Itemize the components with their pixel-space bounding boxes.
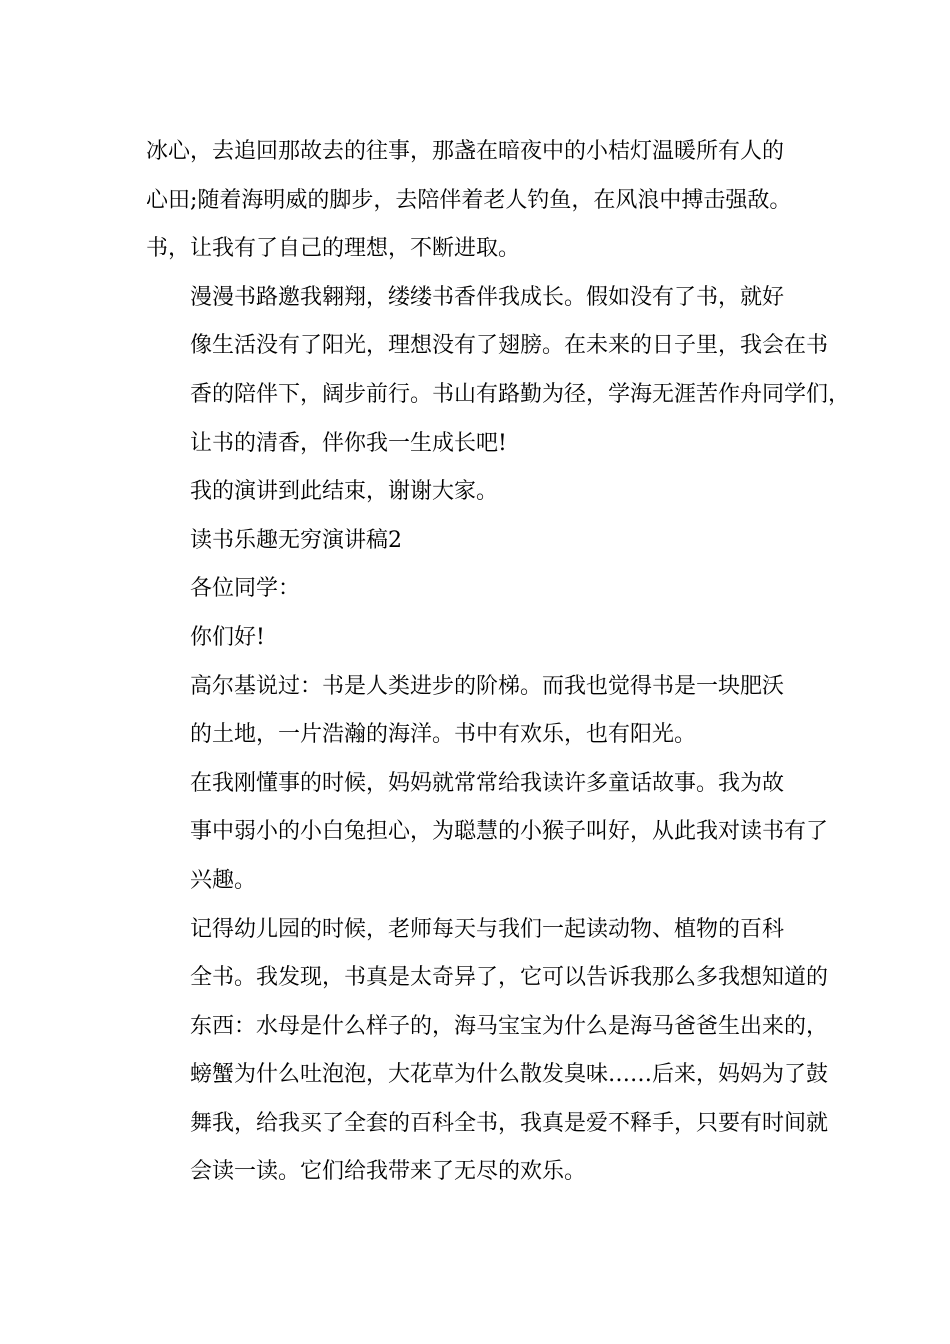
paragraph-line: 东西：水母是什么样子的，海马宝宝为什么是海马爸爸生出来的， (190, 1013, 829, 1039)
paragraph-line: 会读一读。它们给我带来了无尽的欢乐。 (190, 1159, 587, 1185)
paragraph (146, 760, 829, 906)
paragraph-line: 像生活没有了阳光，理想没有了翅膀。在未来的日子里，我会在书 (190, 333, 829, 359)
paragraph-line: 香的陪伴下，阔步前行。书山有路勤为径，学海无涯苦作舟同学们， (190, 381, 851, 407)
paragraph-line: 漫漫书路邀我翱翔，缕缕书香伴我成长。假如没有了书，就好 (190, 284, 785, 310)
paragraph-line: 记得幼儿园的时候，老师每天与我们一起读动物、植物的百科 (190, 916, 785, 942)
paragraph (146, 468, 822, 517)
paragraph-line: 全书。我发现，书真是太奇异了，它可以告诉我那么多我想知道的 (190, 965, 829, 991)
paragraph-line: 高尔基说过：书是人类进步的阶梯。而我也觉得书是一块肥沃 (190, 673, 785, 699)
paragraph-line: 舞我，给我买了全套的百科全书，我真是爱不释手，只要有时间就 (190, 1110, 829, 1136)
paragraph (146, 565, 822, 614)
paragraph-line: 读书乐趣无穷演讲稿2 (190, 527, 402, 553)
paragraph-line: 我的演讲到此结束，谢谢大家。 (190, 479, 499, 505)
paragraph (146, 128, 822, 274)
paragraph-line: 冰心，去追回那故去的往事，那盏在暗夜中的小桔灯温暖所有人的 (146, 139, 785, 164)
paragraph (146, 274, 851, 468)
paragraph (146, 906, 829, 1198)
paragraph-line: 你们好! (190, 624, 265, 650)
paragraph-line: 兴趣。 (190, 867, 257, 893)
paragraph-line: 事中弱小的小白兔担心，为聪慧的小猴子叫好，从此我对读书有了 (190, 819, 829, 845)
paragraph-line: 在我刚懂事的时候，妈妈就常常给我读许多童话故事。我为故 (190, 770, 785, 796)
paragraph-line: 各位同学： (190, 576, 301, 602)
paragraph-line: 书，让我有了自己的理想，不断进取。 (146, 236, 521, 262)
paragraph-line: 心田;随着海明威的脚步，去陪伴着老人钓鱼，在风浪中搏击强敌。 (146, 187, 792, 213)
paragraph-line: 让书的清香，伴你我一生成长吧! (190, 430, 507, 456)
paragraph-line: 的土地，一片浩瀚的海洋。书中有欢乐，也有阳光。 (190, 722, 697, 748)
document-body (146, 128, 851, 1197)
paragraph (146, 517, 822, 566)
paragraph-line: 螃蟹为什么吐泡泡，大花草为什么散发臭味……后来，妈妈为了鼓 (190, 1062, 829, 1088)
paragraph (146, 614, 822, 663)
paragraph (146, 663, 822, 760)
